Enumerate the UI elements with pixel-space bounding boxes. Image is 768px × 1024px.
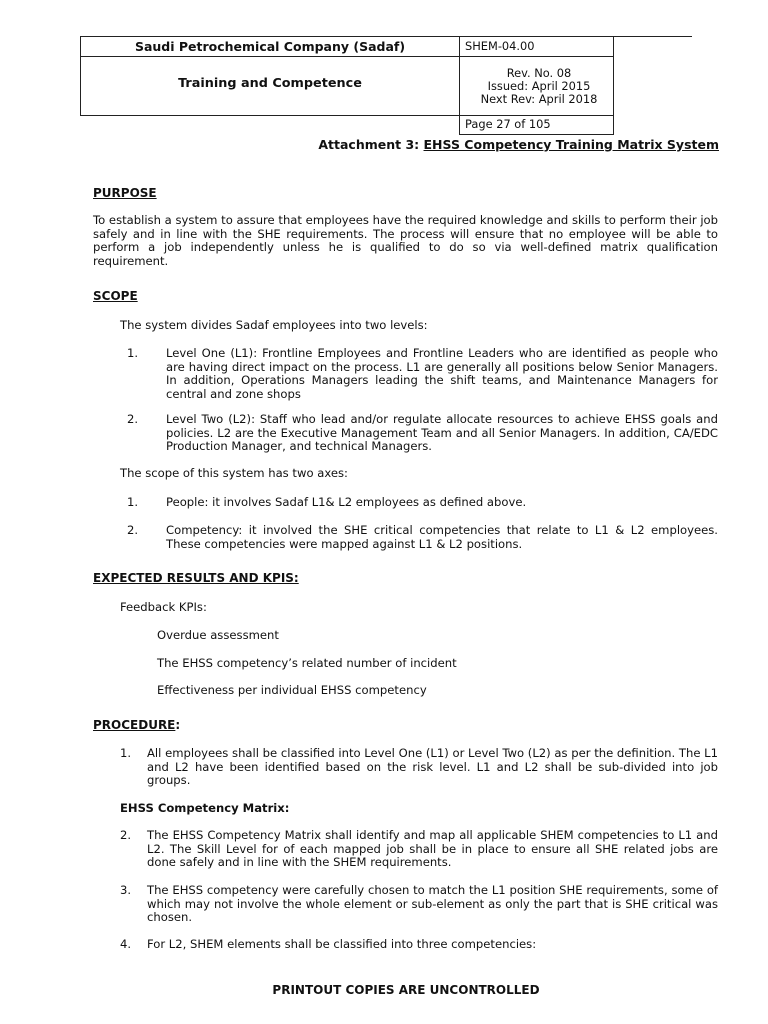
purpose-heading: PURPOSE bbox=[93, 186, 157, 200]
list-text: Level One (L1): Frontline Employees and Frontline Leaders who are identified as people who are having direct impact on the process. L1 are generally all positions below Senior Managers. In addition, Operations Managers leading the shift teams, and Maintenance Managers for central and zone shops bbox=[166, 346, 718, 401]
list-number: 1. bbox=[127, 346, 139, 360]
list-number: 2. bbox=[127, 523, 139, 537]
list-number: 2. bbox=[127, 412, 139, 426]
purpose-text: To establish a system to assure that employees have the required knowledge and skills to perform their job safely and in line with the SHE requirements. The process will ensure that no employee will be able to perform a job independently unless he is qualified to do so via well-defined matrix qualification requirement. bbox=[93, 213, 718, 268]
list-text: For L2, SHEM elements shall be classified into three competencies: bbox=[147, 937, 537, 951]
kpi-item: Overdue assessment bbox=[157, 628, 279, 642]
revision-number: Rev. No. 08 bbox=[506, 65, 572, 80]
expected-results-heading: EXPECTED RESULTS AND KPIS: bbox=[93, 571, 299, 585]
feedback-kpis-label: Feedback KPIs: bbox=[120, 600, 207, 614]
document-code: SHEM-04.00 bbox=[460, 37, 614, 57]
page-number: Page 27 of 105 bbox=[460, 116, 614, 135]
competency-matrix-subheading: EHSS Competency Matrix: bbox=[120, 801, 290, 815]
document-header-table bbox=[80, 36, 692, 135]
attachment-title: Attachment 3: EHSS Competency Training Matrix System bbox=[318, 137, 719, 152]
company-name: Saudi Petrochemical Company (Sadaf) bbox=[81, 37, 460, 57]
list-number: 1. bbox=[120, 746, 132, 760]
revision-info bbox=[460, 57, 614, 116]
list-text: The EHSS Competency Matrix shall identify and map all applicable SHEM competencies to L1 and L2. The Skill Level for of each mapped job shall be in place to ensure all SHE related jobs are done safely and in line with the SHEM requirements. bbox=[147, 828, 718, 869]
issued-date: Issued: April 2015 bbox=[487, 78, 591, 93]
header-blank-cell bbox=[614, 37, 693, 135]
list-text: Competency: it involved the SHE critical competencies that relate to L1 & L2 employees. These competencies were mapped against L1 & L2 positions. bbox=[166, 523, 718, 551]
list-number: 4. bbox=[120, 937, 132, 951]
scope-heading: SCOPE bbox=[93, 289, 138, 303]
list-text: People: it involves Sadaf L1& L2 employees as defined above. bbox=[166, 495, 527, 509]
kpi-item: The EHSS competency’s related number of incident bbox=[157, 656, 457, 670]
list-number: 3. bbox=[120, 883, 132, 897]
list-text: Level Two (L2): Staff who lead and/or regulate allocate resources to achieve EHSS goals and policies. L2 are the Executive Management Team and all Senior Managers. In addition, CA/EDC Production Manager, and technical Managers. bbox=[166, 412, 718, 453]
attachment-name: EHSS Competency Training Matrix System bbox=[423, 137, 719, 152]
document-title: Training and Competence bbox=[81, 57, 460, 116]
footer-notice: PRINTOUT COPIES ARE UNCONTROLLED bbox=[272, 983, 540, 997]
list-number: 1. bbox=[127, 495, 139, 509]
next-revision-date: Next Rev: April 2018 bbox=[480, 91, 598, 106]
procedure-heading: PROCEDURE: bbox=[93, 718, 181, 732]
list-text: All employees shall be classified into Level One (L1) or Level Two (L2) as per the definition. The L1 and L2 have been identified based on the risk level. L1 and L2 shall be sub-divided into job groups. bbox=[147, 746, 718, 787]
list-number: 2. bbox=[120, 828, 132, 842]
scope-intro: The system divides Sadaf employees into two levels: bbox=[120, 318, 428, 332]
scope-axes-intro: The scope of this system has two axes: bbox=[120, 466, 348, 480]
header-empty-cell bbox=[81, 116, 460, 135]
kpi-item: Effectiveness per individual EHSS competency bbox=[157, 683, 427, 697]
list-text: The EHSS competency were carefully chosen to match the L1 position SHE requirements, some of which may not involve the whole element or sub-element as only the part that is SHE critical was chosen. bbox=[147, 883, 718, 924]
